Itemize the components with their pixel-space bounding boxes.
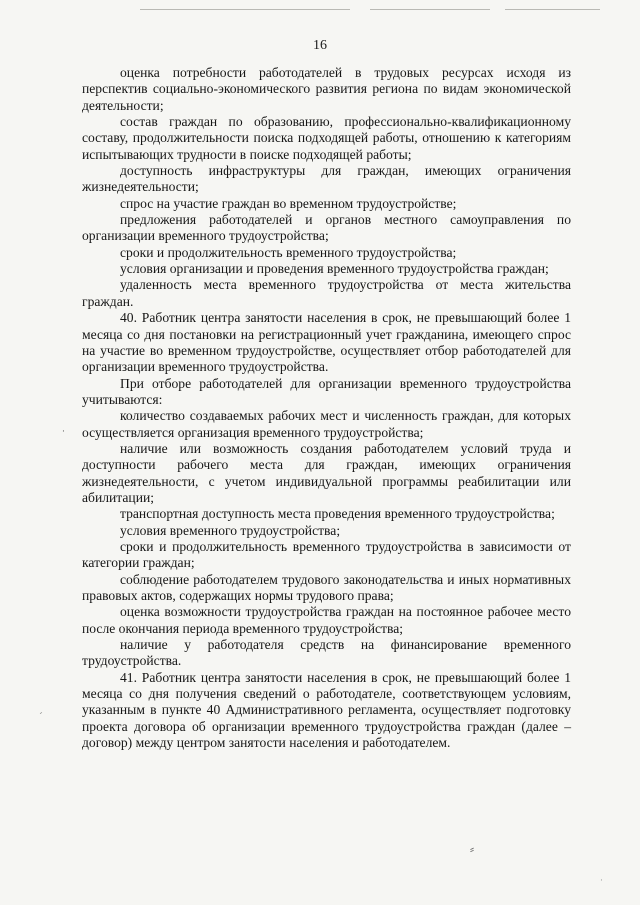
paragraph: соблюдение работодателем трудового законодательства и иных нормативных правовых актов, содержащих нормы трудового права; <box>82 571 571 603</box>
paragraph: предложения работодателей и органов местного самоуправления по организации временного трудоустройства; <box>82 212 571 244</box>
scan-artifact-line <box>370 9 490 10</box>
paragraph: условия организации и проведения временного трудоустройства граждан; <box>120 261 549 277</box>
paragraph: наличие у работодателя средств на финансирование временного трудоустройства. <box>82 637 571 669</box>
paragraph: доступность инфраструктуры для граждан, имеющих ограничения жизнедеятельности; <box>82 163 571 195</box>
paragraph: состав граждан по образованию, профессионально-квалификационному составу, продолжительности поиска подходящей работы, отношению к категориям испытывающих трудности в поиске подходящей работы; <box>82 114 571 162</box>
paragraph-clause-41: 41. Работник центра занятости населения в срок, не превышающий более 1 месяца со дня получения сведений о работодателе, соответствующем условиям, указанным в пункте 40 Административного регламента, осуществляет подготовку проекта договора об организации временного трудоустройства граждан (далее – договор) между центром занятости населения и работодателем. <box>82 669 571 751</box>
document-body <box>82 65 571 751</box>
scan-artifact-line <box>140 9 350 10</box>
paragraph: сроки и продолжительность временного трудоустройства; <box>120 244 457 260</box>
scan-speck: · <box>62 427 65 437</box>
paragraph: транспортная доступность места проведения временного трудоустройства; <box>120 506 555 522</box>
paragraph: оценка потребности работодателей в трудовых ресурсах исходя из перспектив социально-экономического развития региона по видам экономической деятельности; <box>82 65 571 113</box>
paragraph: удаленность места временного трудоустройства от места жительства граждан. <box>82 277 571 309</box>
paragraph-clause-40: 40. Работник центра занятости населения в срок, не превышающий более 1 месяца со дня постановки на регистрационный учет гражданина, имеющего спрос на участие во временном трудоустройстве, осуществляет отбор работодателей для организации временного трудоустройства. <box>82 310 571 375</box>
paragraph: спрос на участие граждан во временном трудоустройстве; <box>120 195 457 211</box>
scan-speck: ´ <box>38 712 43 723</box>
paragraph: оценка возможности трудоустройства граждан на постоянное рабочее место после окончания периода временного трудоустройства; <box>82 604 571 636</box>
paragraph: При отборе работодателей для организации временного трудоустройства учитываются: <box>82 375 571 407</box>
paragraph: наличие или возможность создания работодателем условий труда и доступности рабочего места для граждан, имеющих ограничения жизнедеятельности, с учетом индивидуальной программы реабилитации или абилитации; <box>82 440 571 505</box>
scan-artifact-line <box>505 9 600 10</box>
page-number: 16 <box>313 38 327 53</box>
paragraph: сроки и продолжительность временного трудоустройства в зависимости от категории граждан; <box>82 538 571 571</box>
scan-speck: ⸗ <box>470 842 474 856</box>
scan-speck: · <box>600 876 603 886</box>
paragraph: условия временного трудоустройства; <box>120 522 341 538</box>
paragraph: количество создаваемых рабочих мест и численность граждан, для которых осуществляется организация временного трудоустройства; <box>82 408 571 440</box>
